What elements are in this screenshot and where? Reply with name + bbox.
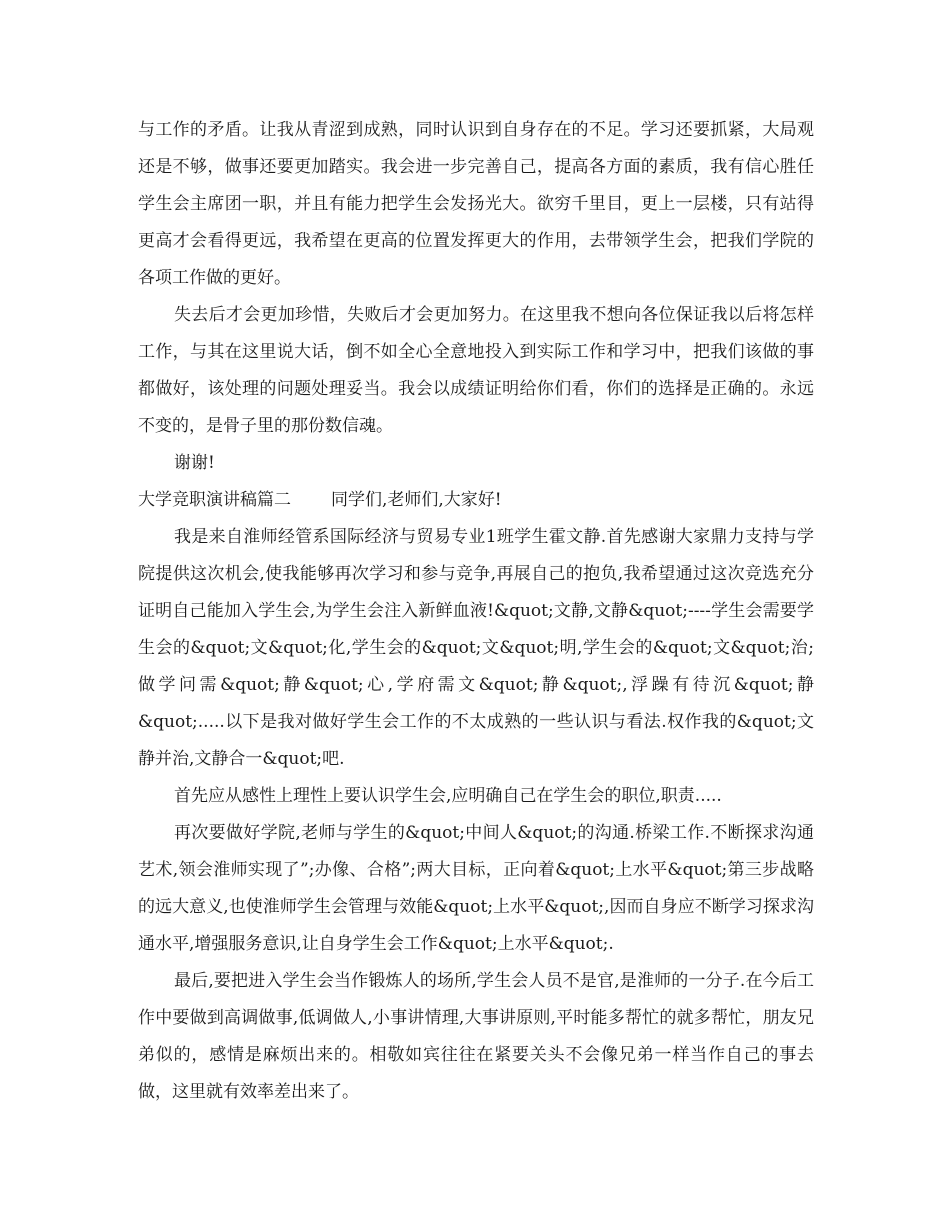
paragraph-thanks: 谢谢! [174,453,215,473]
section-heading-line [138,482,814,519]
paragraph-first-point: 首先应从感性上理性上要认识学生会,应明确自己在学生会的职位,职责..... [174,786,722,806]
document-body [138,112,814,1111]
paragraph-introduction: 我是来自淮师经管系国际经济与贸易专业1班学生霍文静.首先感谢大家鼎力支持与学院提供这次机会,使我能够再次学习和参与竞争,再展自己的抱负,我希望通过这次竞选充分证明自己能加入学生会,为学生会注入新鲜血液!&quot;文静,文静&quot;----学生会需要学生会的&quot;文&quot;化,学生会的&quot;文&quot;明,学生会的&quot;文&quot;治;做学问需&quot;静&quot;心,学府需文&quot;静&quot;,浮躁有待沉&quot;静&quot;.....以下是我对做好学生会工作的不太成熟的一些认识与看法.权作我的&quot;文静并治,文静合一&quot;吧. [138,527,814,769]
section-title: 大学竞职演讲稿篇二 [138,490,291,510]
paragraph-continuation: 与工作的矛盾。让我从青涩到成熟，同时认识到自身存在的不足。学习还要抓紧，大局观还是不够，做事还要更加踏实。我会进一步完善自己，提高各方面的素质，我有信心胜任学生会主席团一职，并且有能力把学生会发扬光大。欲穷千里目，更上一层楼，只有站得更高才会看得更远，我希望在更高的位置发挥更大的作用，去带领学生会，把我们学院的各项工作做的更好。 [138,120,814,288]
paragraph-second-point: 再次要做好学院,老师与学生的&quot;中间人&quot;的沟通.桥梁工作.不断探求沟通艺术,领会淮师实现了”;办像、合格”;两大目标，正向着&quot;上水平&quot;第三步战略的远大意义,也使淮师学生会管理与效能&quot;上水平&quot;,因而自身应不断学习探求沟通水平,增强服务意识,让自身学生会工作&quot;上水平&quot;. [138,823,814,954]
paragraph-final-point: 最后,要把进入学生会当作锻炼人的场所,学生会人员不是官,是淮师的一分子.在今后工作中要做到高调做事,低调做人,小事讲情理,大事讲原则,平时能多帮忙的就多帮忙，朋友兄弟似的，感情是麻烦出来的。相敬如宾往往在紧要关头不会像兄弟一样当作自己的事去做，这里就有效率差出来了。 [138,971,814,1102]
greeting: 同学们,老师们,大家好! [331,490,502,510]
paragraph-resolve: 失去后才会更加珍惜，失败后才会更加努力。在这里我不想向各位保证我以后将怎样工作，与其在这里说大话，倒不如全心全意地投入到实际工作和学习中，把我们该做的事都做好，该处理的问题处理妥当。我会以成绩证明给你们看，你们的选择是正确的。永远不变的，是骨子里的那份数信魂。 [138,305,814,436]
